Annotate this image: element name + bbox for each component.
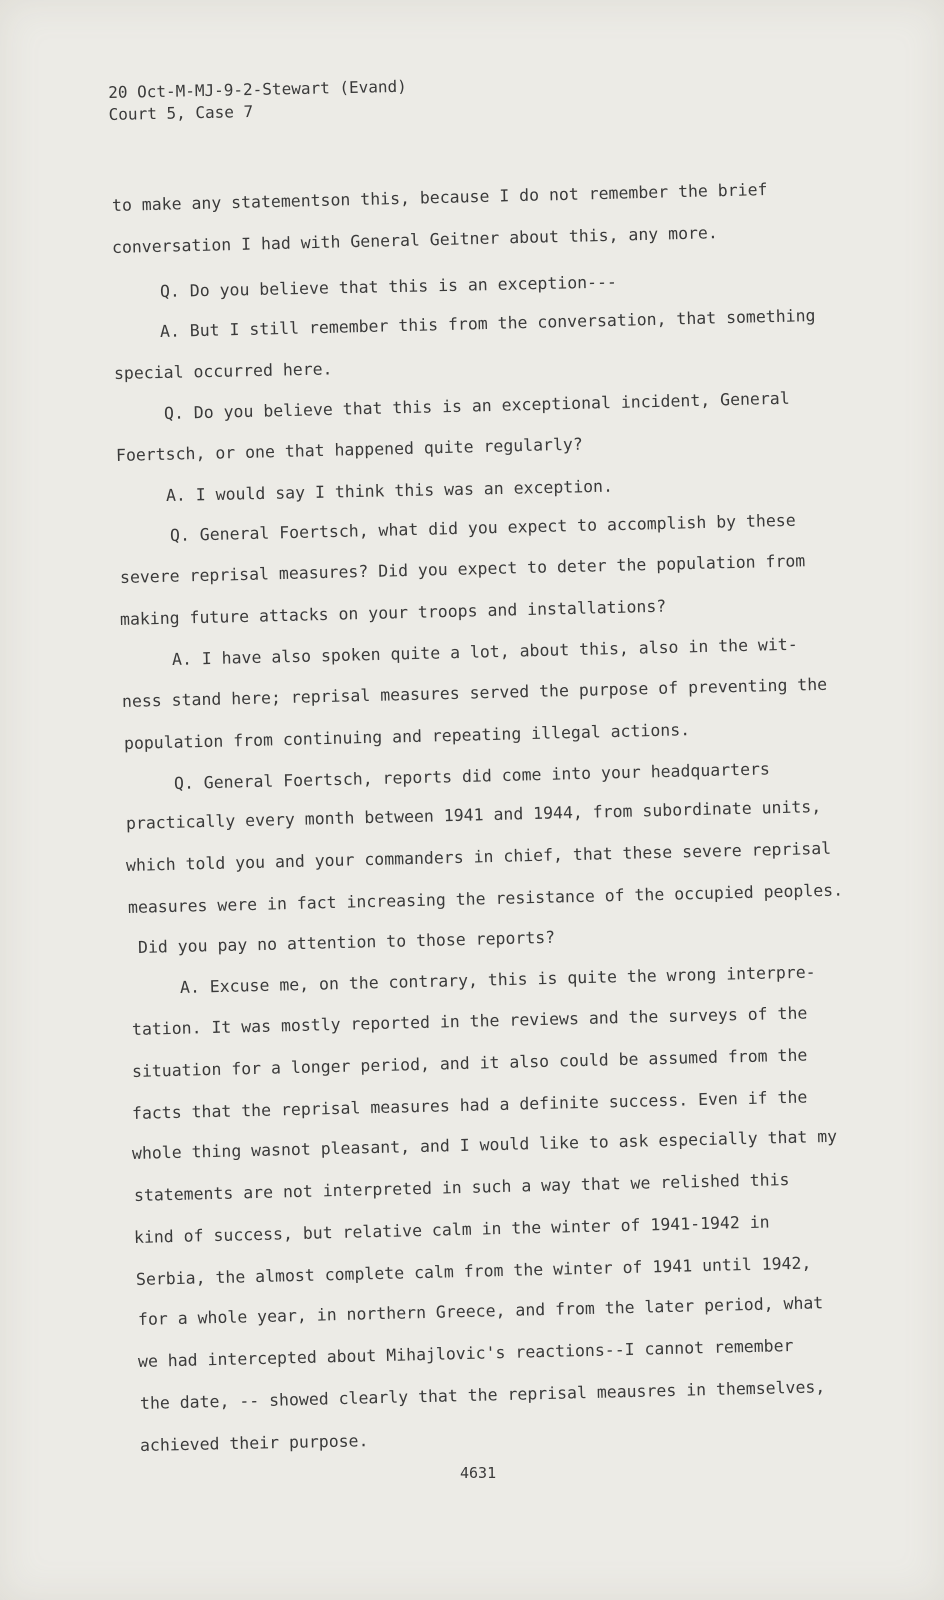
text-line: A. Excuse me, on the contrary, this is quite the wrong interpre- [179, 962, 816, 997]
text-line: A. But I still remember this from the conversation, that something [159, 305, 816, 341]
text-line: Did you pay no attention to those reports? [137, 927, 556, 957]
text-line: measures were in fact increasing the resistance of the occupied peoples. [127, 880, 844, 917]
text-line: population from continuing and repeating illegal actions. [123, 720, 691, 753]
header-line-1: 20 Oct-M-MJ-9-2-Stewart (Evand) [108, 76, 407, 102]
text-line: Q. General Foertsch, reports did come into your headquarters [173, 759, 771, 793]
page-number: 4631 [460, 1464, 497, 1482]
text-line: kind of success, but relative calm in the winter of 1941-1942 in [133, 1212, 770, 1247]
text-line: making future attacks on your troops and installations? [119, 596, 667, 629]
text-line: conversation I had with General Geitner about this, any more. [111, 223, 719, 257]
text-line: which told you and your commanders in chief, that these severe reprisal [125, 838, 832, 875]
text-line: A. I have also spoken quite a lot, about this, also in the wit- [171, 634, 798, 669]
text-line: Q. Do you believe that this is an exceptional incident, General [163, 388, 790, 423]
text-line: achieved their purpose. [139, 1431, 369, 1455]
text-line: whole thing wasnot pleasant, and I would like to ask especially that my [131, 1126, 838, 1163]
text-line: the date, -- showed clearly that the reprisal meausres in themselves, [139, 1377, 826, 1413]
text-line: Serbia, the almost complete calm from the winter of 1941 until 1942, [135, 1253, 812, 1289]
text-line: tation. It was mostly reported in the reviews and the surveys of the [131, 1003, 808, 1039]
text-line: severe reprisal measures? Did you expect to deter the population from [119, 551, 806, 587]
text-line: to make any statementson this, because I do not remember the brief [111, 179, 768, 215]
text-line: A. I would say I think this was an exception. [165, 476, 614, 505]
text-line: statements are not interpreted in such a way that we relished this [133, 1169, 790, 1205]
text-line: practically every month between 1941 and 1944, from subordinate units, [125, 797, 822, 833]
text-line: situation for a longer period, and it also could be assumed from the [131, 1045, 808, 1081]
text-line: we had intercepted about Mihajlovic's reactions--I cannot remember [137, 1335, 794, 1371]
text-line: facts that the reprisal measures had a definite success. Even if the [131, 1087, 808, 1123]
header-line-2: Court 5, Case 7 [108, 101, 254, 124]
text-line: ness stand here; reprisal measures served the purpose of preventing the [121, 674, 828, 711]
document-header [108, 76, 407, 126]
text-line: for a whole year, in northern Greece, and from the later period, what [137, 1293, 824, 1329]
text-line: Q. Do you believe that this is an exception--- [159, 272, 618, 301]
text-line: special occurred here. [113, 359, 333, 383]
text-line: Q. General Foertsch, what did you expect to accomplish by these [169, 510, 796, 545]
text-line: Foertsch, or one that happened quite regularly? [115, 434, 583, 465]
